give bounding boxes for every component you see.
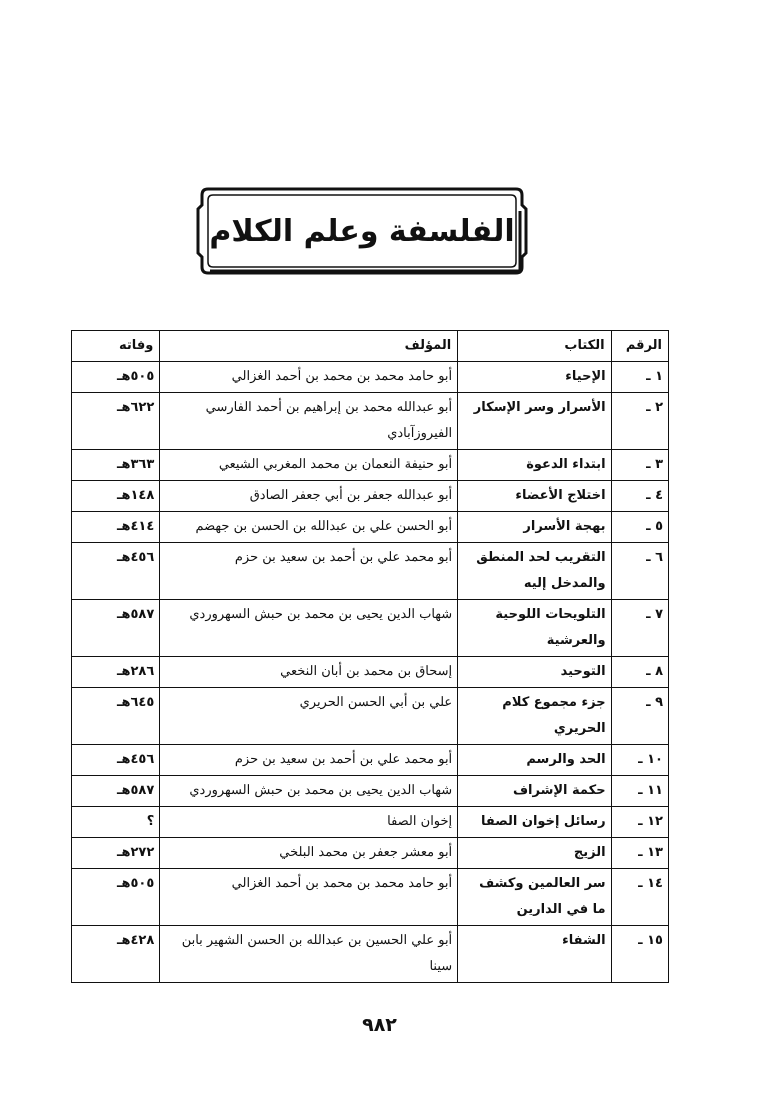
book-title: التقريب لحد المنطق والمدخل إليه	[458, 543, 611, 600]
row-number: ١٢ ـ	[611, 807, 668, 838]
author-name: علي بن أبي الحسن الحريري	[160, 688, 458, 745]
death-year: ٣٦٣هـ	[72, 450, 160, 481]
row-number: ١٤ ـ	[611, 869, 668, 926]
row-number: ٨ ـ	[611, 657, 668, 688]
author-name: أبو عبدالله محمد بن إبراهيم بن أحمد الفارسي الفيروزآبادي	[160, 393, 458, 450]
table-row	[72, 481, 669, 512]
table-row	[72, 393, 669, 450]
table-row	[72, 838, 669, 869]
page-number: ٩٨٢	[362, 1014, 397, 1036]
death-year: ٢٧٢هـ	[72, 838, 160, 869]
header-author: المؤلف	[160, 331, 458, 362]
book-title: جزء مجموع كلام الحريري	[458, 688, 611, 745]
author-name: أبو عبدالله جعفر بن أبي جعفر الصادق	[160, 481, 458, 512]
books-table	[71, 330, 669, 983]
death-year: ؟	[72, 807, 160, 838]
table-row	[72, 512, 669, 543]
book-title: سر العالمين وكشف ما في الدارين	[458, 869, 611, 926]
row-number: ٢ ـ	[611, 393, 668, 450]
table-row	[72, 450, 669, 481]
book-title: التوحيد	[458, 657, 611, 688]
death-year: ٦٢٢هـ	[72, 393, 160, 450]
book-title: الإحياء	[458, 362, 611, 393]
book-title: اختلاج الأعضاء	[458, 481, 611, 512]
header-death: وفاته	[72, 331, 160, 362]
author-name: إسحاق بن محمد بن أبان النخعي	[160, 657, 458, 688]
author-name: أبو حنيفة النعمان بن محمد المغربي الشيعي	[160, 450, 458, 481]
book-title: التلويحات اللوحية والعرشية	[458, 600, 611, 657]
row-number: ١٠ ـ	[611, 745, 668, 776]
death-year: ٥٨٧هـ	[72, 600, 160, 657]
death-year: ٢٨٦هـ	[72, 657, 160, 688]
death-year: ٤٢٨هـ	[72, 926, 160, 983]
row-number: ٤ ـ	[611, 481, 668, 512]
row-number: ٣ ـ	[611, 450, 668, 481]
book-title: الأسرار وسر الإسكار	[458, 393, 611, 450]
row-number: ١٥ ـ	[611, 926, 668, 983]
title-frame	[196, 183, 528, 279]
header-number: الرقم	[611, 331, 668, 362]
table-header-row	[72, 331, 669, 362]
table-row	[72, 657, 669, 688]
death-year: ٥٠٥هـ	[72, 869, 160, 926]
death-year: ٤١٤هـ	[72, 512, 160, 543]
author-name: أبو معشر جعفر بن محمد البلخي	[160, 838, 458, 869]
death-year: ٥٠٥هـ	[72, 362, 160, 393]
row-number: ٧ ـ	[611, 600, 668, 657]
header-book: الكتاب	[458, 331, 611, 362]
author-name: أبو الحسن علي بن عبدالله بن الحسن بن جهضم	[160, 512, 458, 543]
row-number: ٩ ـ	[611, 688, 668, 745]
table-row	[72, 776, 669, 807]
table-row	[72, 362, 669, 393]
book-title: بهجة الأسرار	[458, 512, 611, 543]
table-row	[72, 600, 669, 657]
death-year: ٥٨٧هـ	[72, 776, 160, 807]
book-title: ابتداء الدعوة	[458, 450, 611, 481]
book-title: الشفاء	[458, 926, 611, 983]
page-title: الفلسفة وعلم الكلام	[209, 213, 515, 249]
table-row	[72, 543, 669, 600]
author-name: أبو حامد محمد بن محمد بن أحمد الغزالي	[160, 869, 458, 926]
book-title: حكمة الإشراف	[458, 776, 611, 807]
book-title: رسائل إخوان الصفا	[458, 807, 611, 838]
author-name: شهاب الدين يحيى بن محمد بن حبش السهروردي	[160, 776, 458, 807]
author-name: أبو محمد علي بن أحمد بن سعيد بن حزم	[160, 543, 458, 600]
book-title: الحد والرسم	[458, 745, 611, 776]
table-row	[72, 807, 669, 838]
row-number: ١ ـ	[611, 362, 668, 393]
death-year: ٤٥٦هـ	[72, 543, 160, 600]
author-name: أبو محمد علي بن أحمد بن سعيد بن حزم	[160, 745, 458, 776]
author-name: شهاب الدين يحيى بن محمد بن حبش السهروردي	[160, 600, 458, 657]
row-number: ٥ ـ	[611, 512, 668, 543]
death-year: ٦٤٥هـ	[72, 688, 160, 745]
author-name: أبو حامد محمد بن محمد بن أحمد الغزالي	[160, 362, 458, 393]
death-year: ٤٥٦هـ	[72, 745, 160, 776]
table-row	[72, 745, 669, 776]
death-year: ١٤٨هـ	[72, 481, 160, 512]
row-number: ١١ ـ	[611, 776, 668, 807]
author-name: إخوان الصفا	[160, 807, 458, 838]
row-number: ٦ ـ	[611, 543, 668, 600]
table-row	[72, 688, 669, 745]
table-row	[72, 869, 669, 926]
book-title: الزيج	[458, 838, 611, 869]
author-name: أبو علي الحسين بن عبدالله بن الحسن الشهير بابن سينا	[160, 926, 458, 983]
table-row	[72, 926, 669, 983]
row-number: ١٣ ـ	[611, 838, 668, 869]
